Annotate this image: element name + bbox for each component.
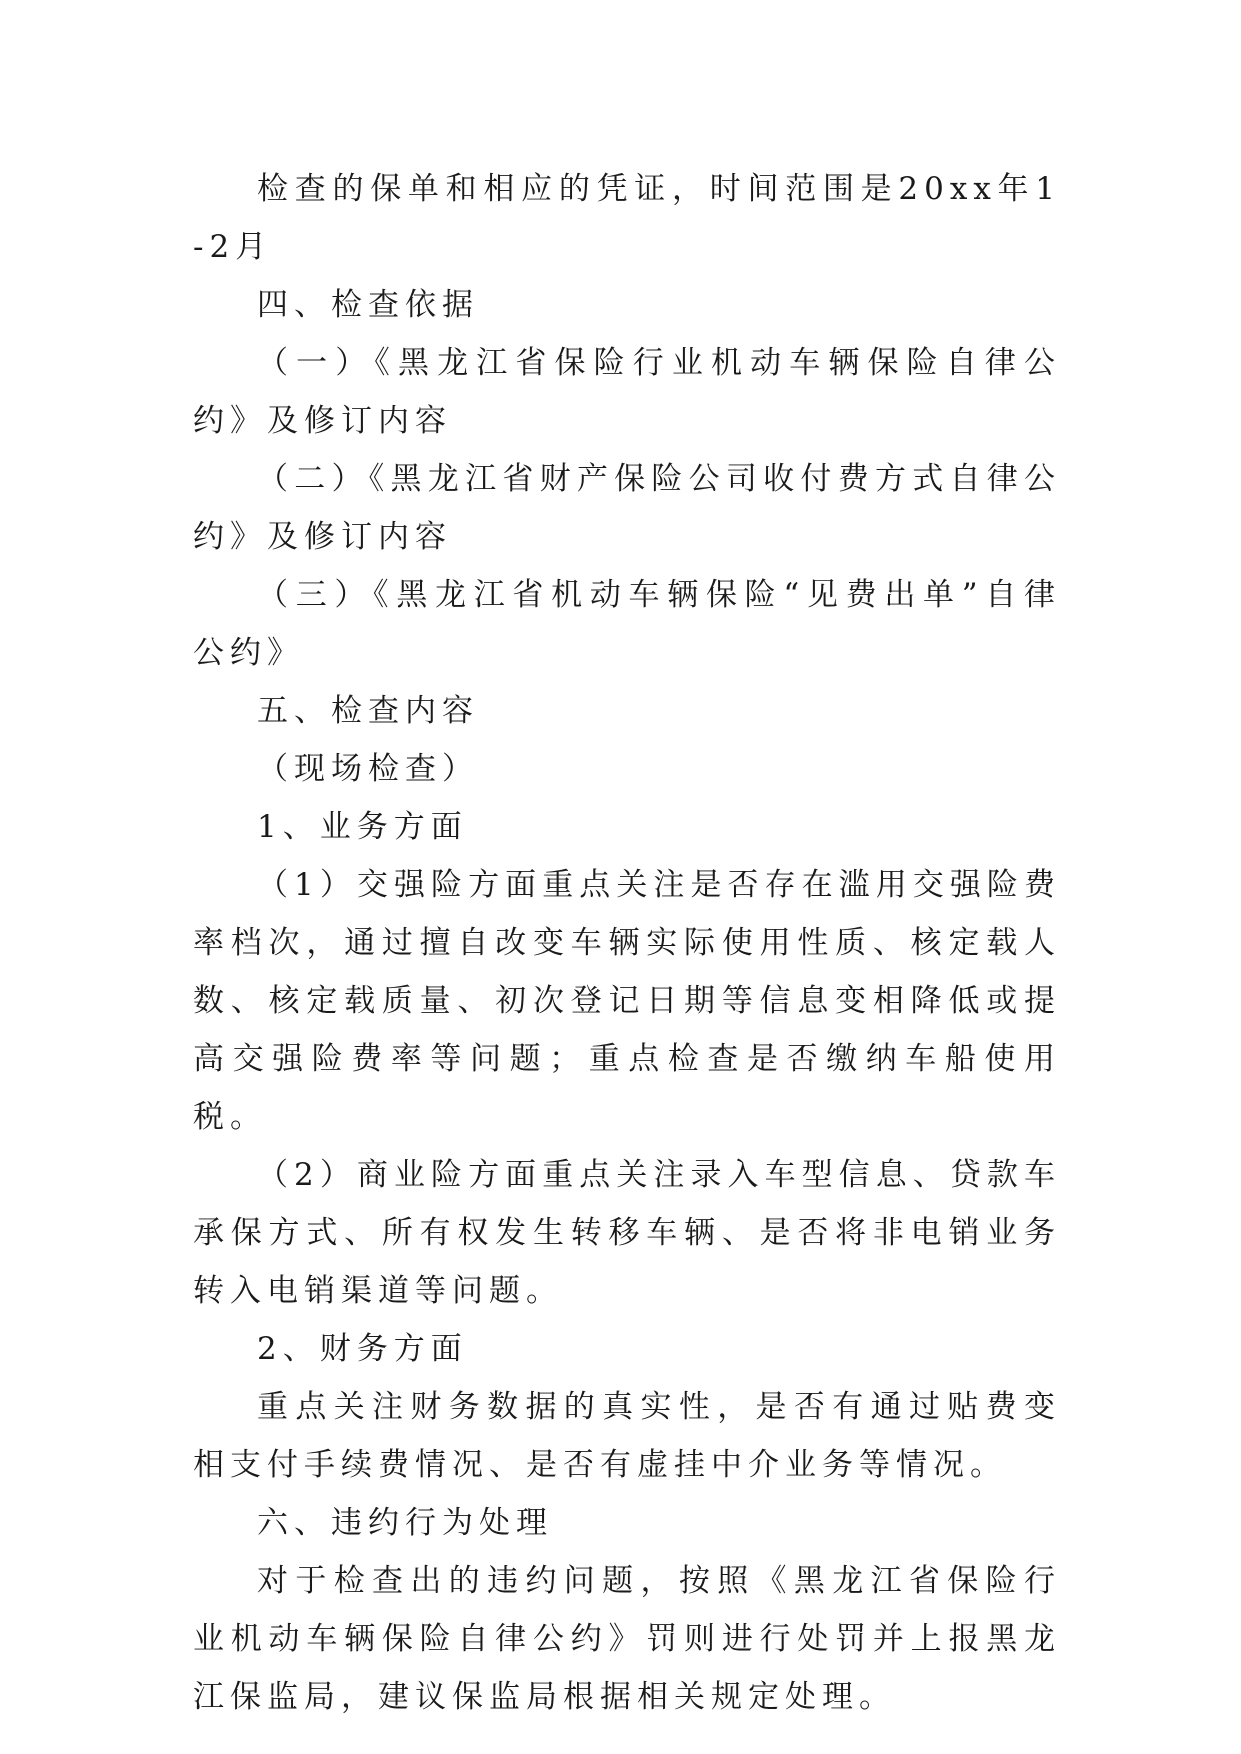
paragraph-compulsory-insurance: （1）交强险方面重点关注是否存在滥用交强险费率档次，通过擅自改变车辆实际使用性质、核定载人数、核定载质量、初次登记日期等信息变相降低或提高交强险费率等问题；重点检查是否缴纳车船使用税。 — [193, 867, 1061, 1135]
heading-violation-handling: 六、违约行为处理 — [257, 1505, 553, 1541]
paragraph-basis-1: （一）《黑龙江省保险行业机动车辆保险自律公约》及修订内容 — [193, 345, 1061, 439]
subheading-business: 1、业务方面 — [257, 809, 468, 845]
heading-inspection-basis: 四、检查依据 — [257, 287, 479, 323]
paragraph-commercial-insurance: （2）商业险方面重点关注录入车型信息、贷款车承保方式、所有权发生转移车辆、是否将非电销业务转入电销渠道等问题。 — [193, 1157, 1061, 1309]
subheading-onsite-inspection: （现场检查） — [257, 751, 479, 787]
paragraph-scope-time: 检查的保单和相应的凭证，时间范围是20xx年1-2月 — [193, 171, 1061, 265]
document-body — [193, 160, 1061, 1726]
heading-inspection-content: 五、检查内容 — [257, 693, 479, 729]
paragraph-basis-2: （二）《黑龙江省财产保险公司收付费方式自律公约》及修订内容 — [193, 461, 1061, 555]
paragraph-violation-handling: 对于检查出的违约问题，按照《黑龙江省保险行业机动车辆保险自律公约》罚则进行处罚并上报黑龙江保监局，建议保监局根据相关规定处理。 — [193, 1563, 1061, 1715]
paragraph-basis-3: （三）《黑龙江省机动车辆保险“见费出单”自律公约》 — [193, 577, 1061, 671]
paragraph-finance-focus: 重点关注财务数据的真实性，是否有通过贴费变相支付手续费情况、是否有虚挂中介业务等情况。 — [193, 1389, 1061, 1483]
subheading-finance: 2、财务方面 — [257, 1331, 468, 1367]
